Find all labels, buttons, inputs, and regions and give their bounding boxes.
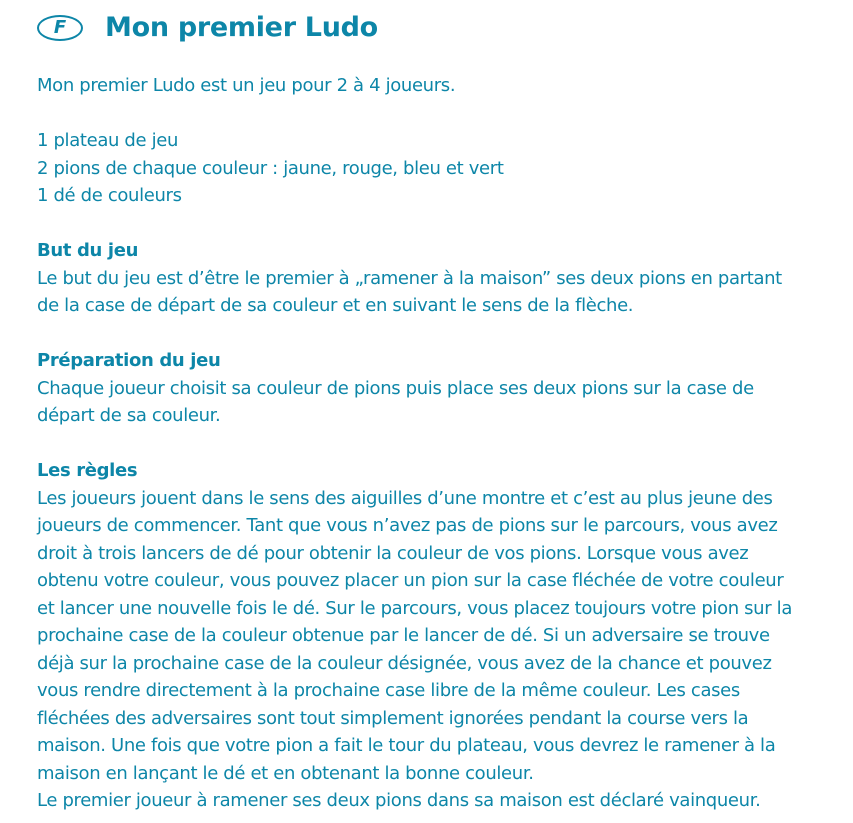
rules-line: et lancer une nouvelle fois le dé. Sur le parcours, vous placez toujours votre pion sur la [37, 597, 792, 619]
rules-line: fléchées des adversaires sont tout simplement ignorées pendant la course vers la [37, 707, 749, 729]
setup-line: Chaque joueur choisit sa couleur de pions puis place ses deux pions sur la case de [37, 377, 754, 399]
rules-line: déjà sur la prochaine case de la couleur désignée, vous avez de la chance et pouvez [37, 652, 772, 674]
language-badge-icon [37, 15, 83, 41]
goal-line: de la case de départ de sa couleur et en suivant le sens de la flèche. [37, 295, 634, 316]
rules-line: Le premier joueur à ramener ses deux pions dans sa maison est déclaré vainqueur. [37, 790, 761, 811]
setup-section [37, 347, 837, 430]
goal-heading: But du jeu [37, 240, 139, 261]
intro-section [37, 72, 837, 100]
setup-heading: Préparation du jeu [37, 350, 221, 371]
language-badge-letter: F [53, 17, 67, 38]
goal-line: Le but du jeu est d’être le premier à „ramener à la maison” ses deux pions en partant [37, 267, 782, 289]
page-title: Mon premier Ludo [105, 12, 378, 43]
rules-line: obtenu votre couleur, vous pouvez placer un pion sur la case fléchée de votre couleur [37, 570, 784, 591]
rules-line: droit à trois lancers de dé pour obtenir la couleur de vos pions. Lorsque vous avez [37, 542, 749, 564]
setup-line: départ de sa couleur. [37, 405, 221, 426]
intro-text: Mon premier Ludo est un jeu pour 2 à 4 joueurs. [37, 75, 456, 96]
contents-item: 1 plateau de jeu [37, 130, 179, 151]
contents-section [37, 127, 837, 210]
rules-line: vous rendre directement à la prochaine case libre de la même couleur. Les cases [37, 680, 740, 701]
contents-item: 1 dé de couleurs [37, 185, 182, 206]
rules-line: maison. Une fois que votre pion a fait le tour du plateau, vous devrez le ramener à la [37, 735, 776, 756]
rules-line: maison en lançant le dé et en obtenant la bonne couleur. [37, 762, 534, 784]
rules-line: prochaine case de la couleur obtenue par le lancer de dé. Si un adversaire se trouve [37, 625, 770, 646]
contents-item: 2 pions de chaque couleur : jaune, rouge, bleu et vert [37, 157, 504, 179]
rules-document [37, 10, 837, 815]
rules-line: Les joueurs jouent dans le sens des aiguilles d’une montre et c’est au plus jeune des [37, 487, 773, 509]
rules-line: joueurs de commencer. Tant que vous n’avez pas de pions sur le parcours, vous avez [37, 515, 778, 536]
goal-section [37, 237, 837, 320]
rules-section [37, 457, 837, 815]
rules-heading: Les règles [37, 460, 138, 481]
title-row [37, 10, 837, 48]
